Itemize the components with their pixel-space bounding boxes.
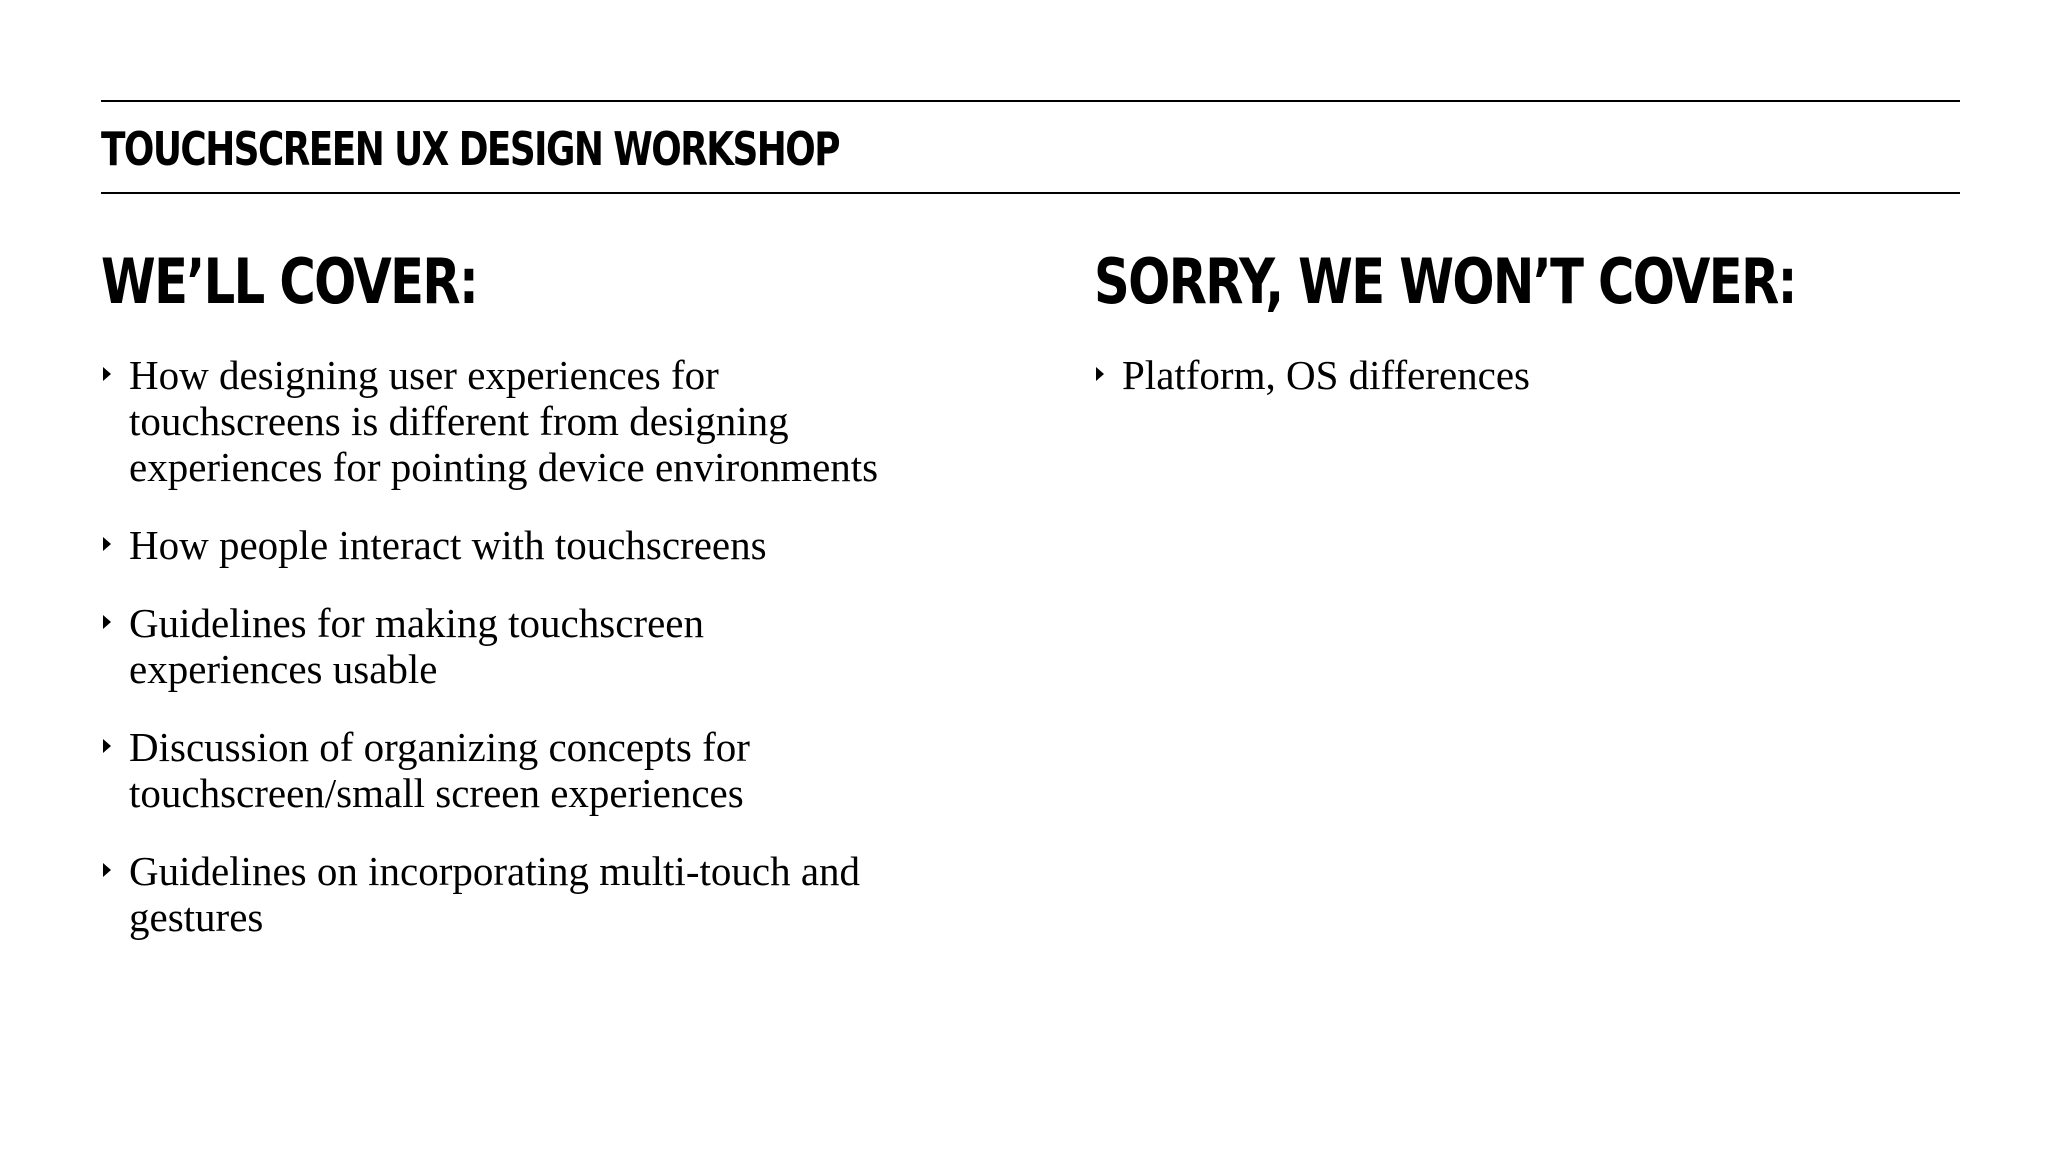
list-item-text: Guidelines for making touchscreen [129, 600, 704, 646]
wont-cover-list [1094, 352, 1954, 398]
list-item-text: How designing user experiences for [129, 352, 719, 398]
list-item-text: Discussion of organizing concepts for [129, 724, 750, 770]
wont-cover-column [1094, 246, 1954, 430]
list-item-text: experiences for pointing device environments [129, 444, 879, 490]
triangle-bullet-icon [103, 537, 111, 551]
list-item-text: experiences usable [129, 646, 438, 692]
top-divider [101, 100, 1960, 102]
list-item [1094, 352, 1954, 398]
triangle-bullet-icon [103, 615, 111, 629]
well-cover-heading: WE’LL COVER: [101, 245, 478, 318]
list-item [101, 522, 1001, 568]
triangle-bullet-icon [1096, 367, 1104, 381]
list-item [101, 600, 1001, 692]
well-cover-column [101, 246, 1001, 972]
list-item [101, 724, 1001, 816]
list-item-text: Platform, OS differences [1122, 352, 1530, 398]
list-item-text: Guidelines on incorporating multi-touch and [129, 848, 861, 894]
list-item [101, 352, 1001, 490]
list-item-text: touchscreens is different from designing [129, 398, 789, 444]
wont-cover-heading: SORRY, WE WON’T COVER: [1094, 245, 1796, 318]
list-item [101, 848, 1001, 940]
triangle-bullet-icon [103, 863, 111, 877]
triangle-bullet-icon [103, 739, 111, 753]
list-item-text: touchscreen/small screen experiences [129, 770, 744, 816]
slide-title: TOUCHSCREEN UX DESIGN WORKSHOP [101, 122, 839, 176]
bottom-divider [101, 192, 1960, 194]
triangle-bullet-icon [103, 367, 111, 381]
well-cover-list [101, 352, 1001, 940]
list-item-text: gestures [129, 894, 264, 940]
list-item-text: How people interact with touchscreens [129, 522, 767, 568]
